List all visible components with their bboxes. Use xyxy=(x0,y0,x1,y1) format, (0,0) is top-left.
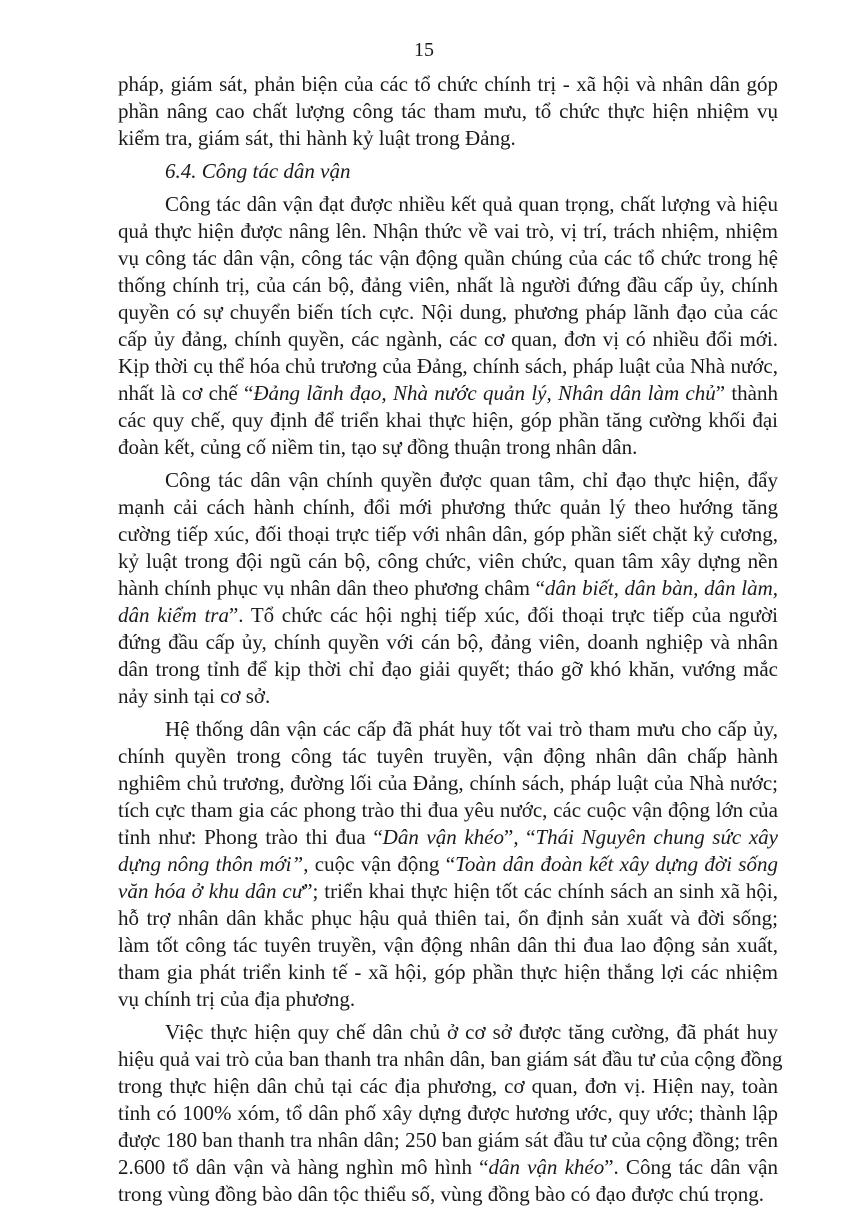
text-run: 2.600 tổ dân vận và hàng nghìn mô hình “ xyxy=(118,1155,489,1179)
text-run: nghiêm chủ trương, đường lối của Đảng, chính sách, pháp luật của Nhà nước; xyxy=(118,771,778,795)
text-line xyxy=(118,1127,778,1154)
text-line xyxy=(118,743,778,770)
text-run: tỉnh như: Phong trào thi đua “ xyxy=(118,825,383,849)
text-line xyxy=(118,380,778,407)
text-run: chính quyền trong công tác tuyên truyền, vận động nhân dân chấp hành xyxy=(118,744,778,768)
text-run: Công tác dân vận chính quyền được quan tâm, chỉ đạo thực hiện, đẩy xyxy=(165,468,778,492)
text-run: tham gia phát triển kinh tế - xã hội, góp phần thực hiện thắng lợi các nhiệm xyxy=(118,960,778,984)
text-line xyxy=(118,494,778,521)
text-line xyxy=(118,299,778,326)
text-run: dân trong tỉnh để kịp thời chỉ đạo giải quyết; tháo gỡ khó khăn, vướng mắc xyxy=(118,657,778,681)
italic-text: văn hóa ở khu dân cư xyxy=(118,879,304,903)
text-line xyxy=(118,683,778,710)
italic-text: dân biết, dân bàn, dân làm, xyxy=(544,576,778,600)
text-run: ” thành xyxy=(715,381,778,405)
paragraph xyxy=(118,191,778,461)
text-run: cường tiếp xúc, đối thoại trực tiếp với nhân dân, góp phần siết chặt kỷ cương, xyxy=(118,522,778,546)
text-run: trong thực hiện dân chủ tại các địa phương, cơ quan, đơn vị. Hiện nay, toàn xyxy=(118,1074,778,1098)
text-run: tỉnh có 100% xóm, tổ dân phố xây dựng được hương ước, quy ước; thành lập xyxy=(118,1101,778,1125)
text-run: Kịp thời cụ thể hóa chủ trương của Đảng, chính sách, pháp luật của Nhà nước, xyxy=(118,354,778,378)
text-run: ”. Tổ chức các hội nghị tiếp xúc, đối thoại trực tiếp của người xyxy=(228,603,779,627)
text-line xyxy=(118,905,778,932)
text-run: phần nâng cao chất lượng công tác tham mưu, tổ chức thực hiện nhiệm vụ xyxy=(118,99,778,123)
text-line xyxy=(118,716,778,743)
italic-text: Toàn dân đoàn kết xây dựng đời sống xyxy=(455,852,778,876)
text-line xyxy=(118,326,778,353)
text-line xyxy=(118,272,778,299)
text-line xyxy=(118,797,778,824)
text-line xyxy=(118,986,778,1013)
text-line xyxy=(118,71,778,98)
text-line xyxy=(118,656,778,683)
text-line xyxy=(118,1154,778,1181)
text-run: hỗ trợ nhân dân khắc phục hậu quả thiên tai, ổn định sản xuất và đời sống; xyxy=(118,906,778,930)
text-run: nảy sinh tại cơ sở. xyxy=(118,684,271,708)
text-run: mạnh cải cách hành chính, đổi mới phương thức quản lý theo hướng tăng xyxy=(118,495,778,519)
text-run: Hệ thống dân vận các cấp đã phát huy tốt vai trò tham mưu cho cấp ủy, xyxy=(165,717,778,741)
text-run: quả thực hiện được nâng lên. Nhận thức về vai trò, vị trí, trách nhiệm, nhiệm xyxy=(118,219,778,243)
italic-text: Thái Nguyên chung sức xây xyxy=(535,825,778,849)
text-run: vụ chính trị của địa phương. xyxy=(118,987,356,1011)
text-line xyxy=(118,824,778,851)
text-line xyxy=(118,467,778,494)
text-line xyxy=(118,434,778,461)
text-run: ”. Công tác dân vận xyxy=(604,1155,778,1179)
text-run: ”, “ xyxy=(504,825,536,849)
text-run: kỷ luật trong đội ngũ cán bộ, công chức, viên chức, quan tâm xây dựng nền xyxy=(118,549,778,573)
text-line xyxy=(118,575,778,602)
paragraph xyxy=(118,71,778,152)
text-line xyxy=(118,1046,783,1073)
text-line xyxy=(118,158,778,185)
page-number: 15 xyxy=(414,39,434,61)
text-line xyxy=(118,629,778,656)
paragraph xyxy=(118,1019,783,1208)
text-line xyxy=(118,959,778,986)
paragraph xyxy=(118,716,778,1013)
page-body xyxy=(118,71,783,1208)
text-run: vụ công tác dân vận, công tác vận động quần chúng của các tổ chức trong hệ xyxy=(118,246,778,270)
text-run: hiệu quả vai trò của ban thanh tra nhân dân, ban giám sát đầu tư của cộng đồng xyxy=(118,1047,783,1071)
text-line xyxy=(118,548,778,575)
text-run: quyền có sự chuyển biến tích cực. Nội dung, phương pháp lãnh đạo của các xyxy=(118,300,778,324)
text-line xyxy=(118,521,778,548)
italic-text: dân vận khéo xyxy=(488,1155,605,1179)
text-run: đứng đầu cấp ủy, chính quyền với cán bộ, đảng viên, doanh nghiệp và nhân xyxy=(118,630,778,654)
text-line xyxy=(118,932,778,959)
text-line xyxy=(118,770,778,797)
text-run: kiểm tra, giám sát, thi hành kỷ luật trong Đảng. xyxy=(118,126,516,150)
italic-text: Dân vận khéo xyxy=(382,825,504,849)
text-line xyxy=(118,602,778,629)
text-line xyxy=(118,1073,778,1100)
text-line xyxy=(118,98,778,125)
text-run: Việc thực hiện quy chế dân chủ ở cơ sở được tăng cường, đã phát huy xyxy=(165,1020,778,1044)
text-line xyxy=(118,1181,778,1208)
text-run: thống chính trị, của cán bộ, đảng viên, nhất là người đứng đầu cấp ủy, chính xyxy=(118,273,778,297)
text-run: ”; triển khai thực hiện tốt các chính sách an sinh xã hội, xyxy=(303,879,778,903)
text-line xyxy=(118,191,778,218)
text-run: các quy chế, quy định để triển khai thực hiện, góp phần tăng cường khối đại xyxy=(118,408,778,432)
italic-text: dân kiểm tra xyxy=(118,603,229,627)
text-run: tích cực tham gia các phong trào thi đua yêu nước, các cuộc vận động lớn của xyxy=(118,798,778,822)
text-run: hành chính phục vụ nhân dân theo phương châm “ xyxy=(118,576,545,600)
text-run: trong vùng đồng bào dân tộc thiểu số, vùng đồng bào có đạo được chú trọng. xyxy=(118,1182,764,1206)
text-line xyxy=(118,245,778,272)
text-run: , cuộc vận động “ xyxy=(303,852,456,876)
text-run: Công tác dân vận đạt được nhiều kết quả quan trọng, chất lượng và hiệu xyxy=(165,192,778,216)
text-run: được 180 ban thanh tra nhân dân; 250 ban giám sát đầu tư của cộng đồng; trên xyxy=(118,1128,778,1152)
text-run: đoàn kết, củng cố niềm tin, tạo sự đồng thuận trong nhân dân. xyxy=(118,435,638,459)
text-line xyxy=(118,1019,778,1046)
text-line xyxy=(118,218,778,245)
paragraph xyxy=(118,467,778,710)
section-heading xyxy=(118,158,778,185)
text-line xyxy=(118,353,778,380)
text-line xyxy=(118,407,778,434)
text-run: cấp ủy đảng, chính quyền, các ngành, các cơ quan, đơn vị có nhiều đổi mới. xyxy=(118,327,778,351)
text-line xyxy=(118,1100,778,1127)
italic-text: 6.4. Công tác dân vận xyxy=(165,159,351,183)
text-run: nhất là cơ chế “ xyxy=(118,381,254,405)
text-line xyxy=(118,878,778,905)
italic-text: dựng nông thôn mới” xyxy=(118,852,304,876)
text-run: pháp, giám sát, phản biện của các tổ chức chính trị - xã hội và nhân dân góp xyxy=(118,72,778,96)
text-line xyxy=(118,851,778,878)
text-run: làm tốt công tác tuyên truyền, vận động nhân dân thi đua lao động sản xuất, xyxy=(118,933,778,957)
italic-text: Đảng lãnh đạo, Nhà nước quản lý, Nhân dân làm chủ xyxy=(253,381,716,405)
text-line xyxy=(118,125,778,152)
